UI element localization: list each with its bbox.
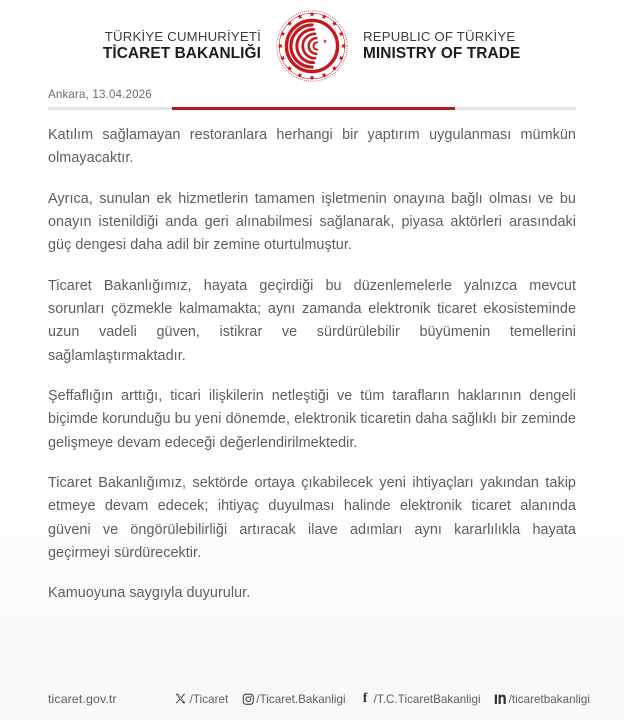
social-handle: /T.C.TicaretBakanligi <box>373 692 481 706</box>
brand-english <box>349 29 545 64</box>
dateline: Ankara, 13.04.2026 <box>48 88 152 101</box>
dateline-section <box>0 88 624 110</box>
social-links <box>175 693 590 706</box>
instagram-icon <box>241 693 254 706</box>
linkedin-icon <box>494 693 507 706</box>
social-handle: /Ticaret.Bakanligi <box>256 692 346 706</box>
social-handle: /ticaretbakanligi <box>508 692 590 706</box>
header-divider-accent <box>172 107 454 110</box>
body-paragraph: Ticaret Bakanlığımız, sektörde ortaya çıkabilecek yeni ihtiyaçları yakından takip etmeye devam edecek; ihtiyaç duyulması halinde elektronik ticaret alanında güveni ve öngörülebilirliği artıracak ilave adımları aynı kararlılıkla hayata geçirmeyi sürdürecektir. <box>48 474 576 561</box>
website-url[interactable]: ticaret.gov.tr <box>48 692 117 706</box>
brand-turkish <box>79 29 275 64</box>
body-paragraph: Ayrıca, sunulan ek hizmetlerin tamamen işletmenin onayına bağlı olması ve bu onayın istenildiği anda geri alınabilmesi sağlanarak, piyasa aktörleri arasındaki güç dengesi daha adil bir zemine oturtulmuştur. <box>48 190 576 254</box>
closing-paragraph: Kamuoyuna saygıyla duyurulur. <box>48 585 251 602</box>
social-link-linkedin[interactable] <box>494 693 590 706</box>
header-divider <box>48 107 576 110</box>
brand-turkish-line2: TİCARET BAKANLIĞI <box>102 45 261 63</box>
facebook-icon: f <box>362 691 368 706</box>
document-body <box>0 110 624 606</box>
x-twitter-icon <box>175 693 188 706</box>
social-link-facebook[interactable] <box>359 693 481 706</box>
brand-english-line1: REPUBLIC OF TÜRKİYE <box>363 28 516 44</box>
document-footer <box>0 692 624 706</box>
turkish-ministry-of-trade-emblem <box>275 9 349 83</box>
body-paragraph: Şeffaflığın arttığı, ticari ilişkilerin netleştiği ve tüm tarafların haklarının dengeli biçimde korunduğu bu yeni dönemde, elektronik ticaretin daha sağlıklı bir zeminde gelişmeye devam edeceği değerlendirilmektedir. <box>48 387 576 451</box>
social-handle: /Ticaret <box>189 692 229 706</box>
social-link-x[interactable] <box>175 693 229 706</box>
brand-turkish-line1: TÜRKİYE CUMHURİYETİ <box>104 28 261 44</box>
document-masthead <box>0 0 624 92</box>
body-paragraph: Ticaret Bakanlığımız, hayata geçirdiği bu düzenlemelerle yalnızca mevcut sorunları çözmekle kalmamakta; aynı zamanda elektronik ticaret ekosisteminde uzun vadeli güven, istikrar ve sürdürülebilir büyümenin temellerini sağlamlaştırmaktadır. <box>48 277 576 364</box>
brand-english-line2: MINISTRY OF TRADE <box>363 45 521 63</box>
social-link-instagram[interactable] <box>241 693 345 706</box>
body-paragraph: Katılım sağlamayan restoranlara herhangi bir yaptırım uygulanması mümkün olmayacaktır. <box>48 127 576 167</box>
